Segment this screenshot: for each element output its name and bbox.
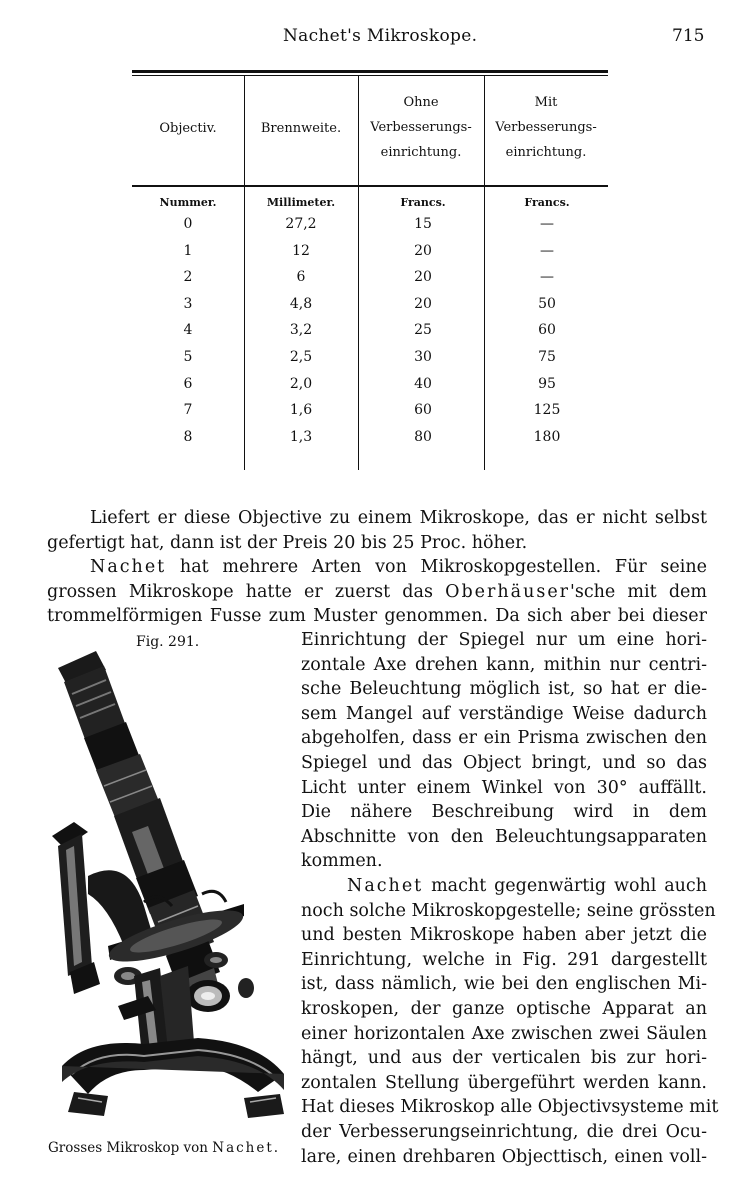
text-line: Einrichtung, welche in Fig. 291 dargestellt bbox=[301, 949, 707, 970]
header-mit-line: einrichtung. bbox=[505, 145, 587, 160]
cell-price-ohne: 20 bbox=[414, 242, 432, 259]
cell-price-mit: 180 bbox=[533, 428, 561, 445]
cell-objectiv: 0 bbox=[183, 216, 193, 232]
cell-brennweite: 12 bbox=[292, 242, 310, 259]
microscope-illustration bbox=[48, 646, 298, 1136]
cell-price-ohne: 80 bbox=[414, 428, 432, 445]
header-objectiv: Objectiv. bbox=[159, 121, 217, 136]
price-table bbox=[132, 70, 608, 470]
text-line: Einrichtung der Spiegel nur um eine hori- bbox=[301, 630, 707, 650]
eyepiece-tube bbox=[58, 651, 160, 820]
cell-brennweite: 6 bbox=[296, 269, 306, 286]
text-line: abgeholfen, dass er ein Prisma zwischen den bbox=[301, 728, 707, 749]
text-line bbox=[301, 874, 707, 899]
page-number: 715 bbox=[672, 26, 705, 46]
table-row bbox=[132, 269, 608, 296]
text-run: hat mehrere Arten von Mikroskopgestellen. Für seine bbox=[166, 557, 707, 577]
cell-price-ohne: 40 bbox=[414, 375, 432, 392]
text-line: Licht unter einem Winkel von 30° auffällt. bbox=[301, 777, 707, 798]
table-row bbox=[132, 322, 608, 349]
unit-nummer: Nummer. bbox=[159, 196, 217, 209]
header-mit-line: Verbesserungs- bbox=[495, 120, 597, 135]
table-row bbox=[132, 402, 608, 429]
cell-price-mit: — bbox=[540, 269, 554, 286]
text-line: sem Mangel auf verständige Weise dadurch bbox=[301, 703, 707, 724]
figure-label: Fig. 291. bbox=[136, 634, 200, 650]
header-mit-line: Mit bbox=[534, 95, 558, 110]
header-brennweite: Brennweite. bbox=[260, 121, 342, 136]
running-title: Nachet's Mikroskope. bbox=[283, 26, 478, 46]
cell-brennweite: 1,6 bbox=[289, 402, 313, 419]
table-row bbox=[132, 429, 608, 456]
text-line: der Verbesserungseinrichtung, die drei Ocu- bbox=[301, 1121, 707, 1142]
cell-objectiv: 3 bbox=[183, 295, 193, 312]
cell-price-ohne: 20 bbox=[414, 269, 432, 286]
text-line: noch solche Mikroskopgestelle; seine grössten bbox=[301, 900, 716, 921]
text-line: zontalen Stellung übergeführt werden kann. bbox=[301, 1072, 707, 1093]
cell-price-mit: — bbox=[540, 242, 554, 259]
unit-francs-ohne: Francs. bbox=[400, 196, 446, 209]
header-mit bbox=[484, 90, 608, 165]
mirror bbox=[186, 978, 254, 1012]
text-run: macht gegenwärtig wohl auch bbox=[423, 876, 707, 896]
cell-price-mit: 125 bbox=[533, 402, 561, 419]
paragraph-stands-continued bbox=[301, 628, 707, 874]
cell-price-mit: 75 bbox=[538, 348, 556, 365]
text-run: grossen Mikroskope hatte er zuerst das bbox=[47, 581, 446, 602]
cell-price-mit: 50 bbox=[538, 295, 556, 312]
cell-objectiv: 6 bbox=[183, 375, 193, 392]
cell-price-ohne: 30 bbox=[414, 348, 432, 365]
cell-objectiv: 2 bbox=[183, 269, 193, 286]
unit-millimeter: Millimeter. bbox=[266, 196, 336, 209]
running-head bbox=[0, 26, 751, 50]
text-line: einer horizontalen Axe zwischen zwei Säulen bbox=[301, 1023, 707, 1044]
cell-brennweite: 27,2 bbox=[285, 216, 317, 232]
cell-objectiv: 7 bbox=[183, 402, 193, 419]
header-ohne-line: einrichtung. bbox=[380, 145, 462, 160]
cell-price-ohne: 20 bbox=[414, 295, 432, 312]
table-row bbox=[132, 349, 608, 376]
cell-objectiv: 8 bbox=[183, 428, 193, 445]
name-nachet: Nachet bbox=[347, 876, 424, 896]
table-row bbox=[132, 376, 608, 403]
text-line: Die nähere Beschreibung wird in dem bbox=[301, 802, 707, 823]
unit-francs-mit: Francs. bbox=[524, 196, 570, 209]
header-ohne-line: Verbesserungs- bbox=[370, 120, 472, 135]
table-rule-top-thin bbox=[132, 75, 608, 76]
name-oberhaeuser: Oberhäuser bbox=[445, 581, 571, 602]
text-line: zontale Axe drehen kann, mithin nur centri- bbox=[301, 654, 707, 675]
table-rule-top bbox=[132, 70, 608, 73]
text-line: Hat dieses Mikroskop alle Objectivsysteme mit bbox=[301, 1097, 719, 1118]
cell-objectiv: 5 bbox=[183, 348, 193, 365]
name-nachet: Nachet bbox=[90, 557, 167, 577]
text-line bbox=[47, 580, 707, 605]
text-line: Abschnitte von den Beleuchtungsapparaten bbox=[301, 826, 707, 847]
text-line: lare, einen drehbaren Objecttisch, einen voll- bbox=[301, 1146, 707, 1167]
text-line bbox=[47, 555, 707, 580]
horseshoe-foot bbox=[62, 1038, 284, 1118]
cell-price-mit: 60 bbox=[538, 322, 556, 339]
cell-brennweite: 1,3 bbox=[289, 428, 313, 445]
table-rule-header bbox=[132, 185, 608, 187]
cell-brennweite: 2,5 bbox=[289, 348, 313, 365]
table-body bbox=[132, 216, 608, 455]
text-line: kroskopen, der ganze optische Apparat an bbox=[301, 998, 707, 1019]
table-row bbox=[132, 216, 608, 243]
text-line: Spiegel und das Object bringt, und so das bbox=[301, 752, 707, 773]
header-ohne bbox=[358, 90, 484, 165]
text-line: ist, dass nämlich, wie bei den englischen Mi- bbox=[301, 974, 707, 995]
caption-name: Nachet. bbox=[212, 1140, 281, 1156]
cell-brennweite: 2,0 bbox=[289, 375, 313, 392]
cell-brennweite: 4,8 bbox=[289, 295, 313, 312]
text-line: und besten Mikroskope haben aber jetzt die bbox=[301, 925, 707, 946]
support-pillar bbox=[52, 822, 100, 994]
cell-brennweite: 3,2 bbox=[289, 322, 313, 339]
cell-objectiv: 4 bbox=[183, 322, 193, 339]
text-line: gefertigt hat, dann ist der Preis 20 bis 25 Proc. höher. bbox=[47, 532, 528, 553]
text-line: trommelförmigen Fusse zum Muster genommen. Da sich aber bei dieser bbox=[47, 606, 707, 627]
cell-price-mit: — bbox=[540, 216, 554, 232]
cell-price-ohne: 60 bbox=[414, 402, 432, 419]
paragraph-nachet-current bbox=[301, 874, 719, 1169]
paragraph-stands bbox=[47, 555, 707, 629]
caption-text: Grosses Mikroskop von bbox=[48, 1140, 213, 1156]
table-row bbox=[132, 296, 608, 323]
paragraph-objective-price bbox=[47, 506, 707, 555]
cell-price-mit: 95 bbox=[538, 375, 556, 392]
cell-price-ohne: 25 bbox=[414, 322, 432, 339]
cell-price-ohne: 15 bbox=[414, 216, 432, 232]
text-line: hängt, und aus der verticalen bis zur hori- bbox=[301, 1048, 707, 1069]
text-line: kommen. bbox=[301, 851, 383, 872]
figure-caption bbox=[48, 1140, 280, 1156]
table-row bbox=[132, 243, 608, 270]
text-run: 'sche mit dem bbox=[570, 581, 707, 602]
text-line: sche Beleuchtung möglich ist, so hat er die- bbox=[301, 679, 707, 700]
header-ohne-line: Ohne bbox=[403, 95, 439, 110]
text-line: Liefert er diese Objective zu einem Mikroskope, das er nicht selbst bbox=[90, 508, 707, 528]
cell-objectiv: 1 bbox=[183, 242, 193, 259]
